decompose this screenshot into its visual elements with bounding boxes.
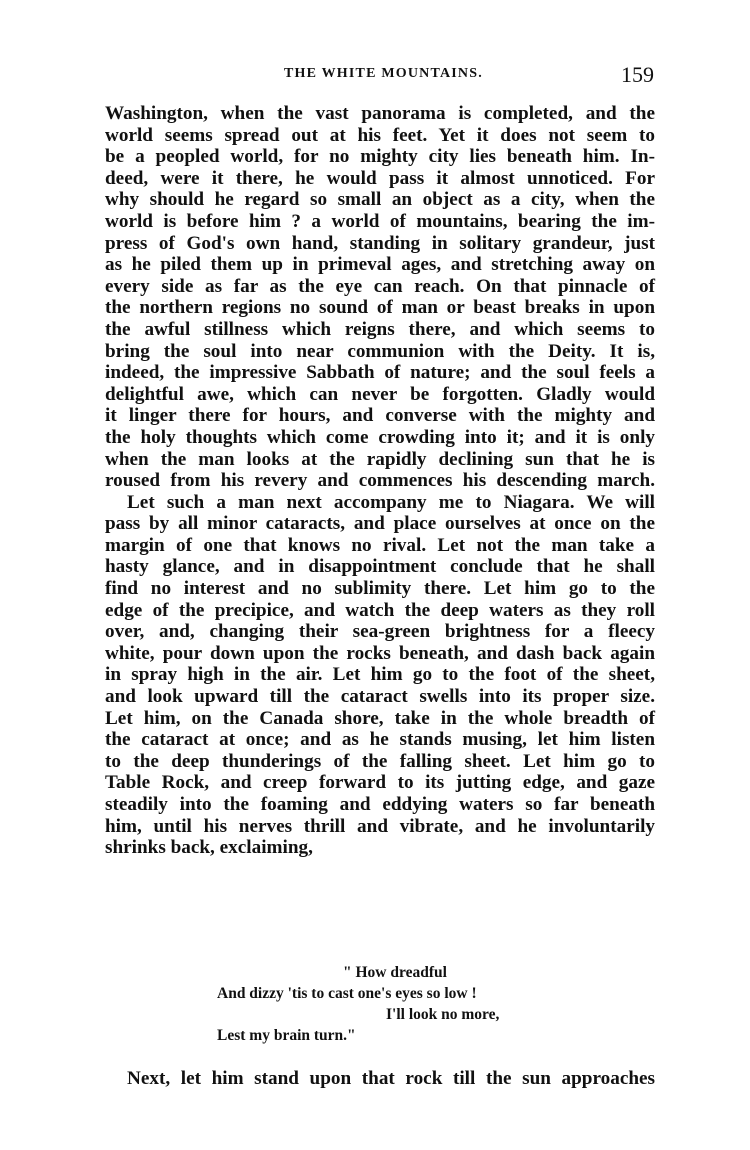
text-line: Let such a man next accompany me to Niagara. We will	[127, 491, 655, 513]
running-title: THE WHITE MOUNTAINS.	[284, 66, 483, 81]
text-line: to the deep thunderings of the falling sheet. Let him go to	[105, 750, 655, 772]
text-line: bring the soul into near communion with the Deity. It is,	[105, 340, 655, 362]
text-line: be a peopled world, for no mighty city lies beneath him. In-	[105, 146, 655, 168]
body-text	[105, 103, 655, 859]
text-line: and look upward till the cataract swells into its proper size.	[105, 686, 655, 708]
text-line: why should he regard so small an object as a city, when the	[105, 189, 655, 211]
text-line: over, and, changing their sea-green brightness for a fleecy	[105, 621, 655, 643]
text-line: him, until his nerves thrill and vibrate, and he involuntarily	[105, 815, 655, 837]
paragraph-1	[105, 103, 655, 492]
text-line: shrinks back, exclaiming,	[105, 837, 313, 859]
text-line: white, pour down upon the rocks beneath, and dash back again	[105, 642, 655, 664]
text-line: Table Rock, and creep forward to its jutting edge, and gaze	[105, 772, 655, 794]
text-line: world seems spread out at his feet. Yet it does not seem to	[105, 124, 655, 146]
text-line: hasty glance, and in disappointment conclude that he shall	[105, 556, 655, 578]
text-line: the cataract at once; and as he stands musing, let him listen	[105, 729, 655, 751]
text-line: indeed, the impressive Sabbath of nature; and the soul feels a	[105, 362, 655, 384]
text-line: every side as far as the eye can reach. On that pinnacle of	[105, 275, 655, 297]
text-line: margin of one that knows no rival. Let not the man take a	[105, 534, 655, 556]
closing-line	[105, 1068, 655, 1090]
text-line: it linger there for hours, and converse with the mighty and	[105, 405, 655, 427]
text-line: find no interest and no sublimity there. Let him go to the	[105, 578, 655, 600]
text-line: pass by all minor cataracts, and place ourselves at once on the	[105, 513, 655, 535]
running-head	[106, 62, 654, 92]
text-line: deed, were it there, he would pass it almost unnoticed. For	[105, 167, 655, 189]
text-line: roused from his revery and commences his descending march.	[105, 470, 655, 492]
text-line: the holy thoughts which come crowding into it; and it is only	[105, 426, 655, 448]
page-number: 159	[621, 62, 654, 87]
verse-line: And dizzy 'tis to cast one's eyes so low !	[217, 985, 477, 1002]
text-line: as he piled them up in primeval ages, and stretching away on	[105, 254, 655, 276]
text-line: in spray high in the air. Let him go to the foot of the sheet,	[105, 664, 655, 686]
text-line: Washington, when the vast panorama is completed, and the	[105, 103, 655, 124]
text-line: delightful awe, which can never be forgotten. Gladly would	[105, 383, 655, 405]
verse-line: Lest my brain turn."	[217, 1027, 356, 1044]
text-line: when the man looks at the rapidly declining sun that he is	[105, 448, 655, 470]
text-line: steadily into the foaming and eddying waters so far beneath	[105, 794, 655, 815]
text-line: the awful stillness which reigns there, and which seems to	[105, 318, 655, 340]
verse-line: " How dreadful	[343, 964, 447, 981]
text-line: Next, let him stand upon that rock till the sun approaches	[127, 1068, 655, 1089]
verse-line: I'll look no more,	[386, 1006, 500, 1023]
text-line: edge of the precipice, and watch the deep waters as they roll	[105, 599, 655, 621]
paragraph-2	[105, 492, 655, 859]
text-line: the northern regions no sound of man or beast breaks in upon	[105, 297, 655, 319]
text-line: world is before him ? a world of mountains, bearing the im-	[105, 210, 655, 232]
text-line: Let him, on the Canada shore, take in the whole breadth of	[105, 707, 655, 729]
text-line: press of God's own hand, standing in solitary grandeur, just	[105, 232, 655, 254]
